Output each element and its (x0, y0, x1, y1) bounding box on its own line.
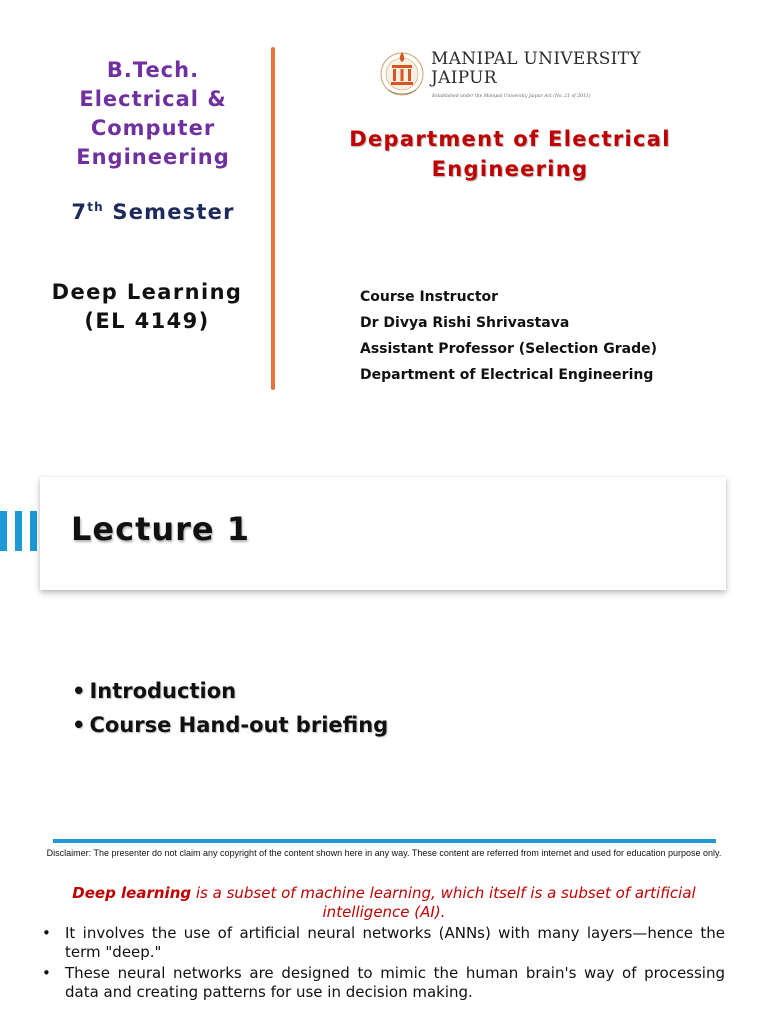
topic-text: Course Hand-out briefing (89, 713, 389, 737)
bullet-text: These neural networks are designed to mimic the human brain's way of processing data and creating patterns for use in decision making. (65, 964, 725, 1001)
department-title (322, 124, 698, 184)
semester-number: 7 (71, 200, 88, 224)
university-emblem-icon (378, 48, 426, 100)
semester-word: Semester (112, 200, 235, 224)
accent-bar (0, 511, 7, 551)
list-item (72, 708, 388, 742)
accent-bars (0, 511, 42, 551)
course-code: (EL 4149) (84, 309, 210, 333)
deep-learning-definition (40, 884, 728, 922)
topic-text: Introduction (89, 679, 237, 703)
program-line: Computer (90, 116, 216, 140)
vertical-divider (271, 47, 275, 390)
definition-text: is a subset of machine learning, which itself is a subset of artificial intelligence (AI). (191, 884, 696, 921)
accent-bar (30, 511, 37, 551)
topic-list (72, 674, 388, 742)
university-name-line1: MANIPAL UNIVERSITY (431, 49, 641, 69)
university-name-line2: JAIPUR (431, 68, 497, 88)
list-item (42, 964, 725, 1002)
program-line: Engineering (76, 145, 230, 169)
semester-suffix: th (87, 200, 104, 214)
university-tagline: Established under the Manipal University Jaipur Act (No. 21 of 2011) (432, 94, 591, 99)
header-rule (53, 839, 716, 843)
list-item (72, 674, 388, 708)
instructor-heading: Course Instructor (360, 289, 499, 305)
course-title (34, 278, 260, 336)
disclaimer-text: Disclaimer: The presenter do not claim any copyright of the content shown here in any way. These content are referred from internet and used for education purpose only. (46, 848, 722, 858)
department-title-line: Department of Electrical (349, 127, 671, 151)
program-line: B.Tech. (106, 58, 200, 82)
program-line: Electrical & (79, 87, 227, 111)
accent-bar (15, 511, 22, 551)
instructor-department: Department of Electrical Engineering (360, 367, 654, 383)
department-title-line: Engineering (431, 157, 589, 181)
bullet-text: It involves the use of artificial neural networks (ANNs) with many layers—hence the term "deep." (65, 924, 725, 961)
semester-label (44, 200, 262, 224)
instructor-info (360, 284, 657, 388)
instructor-name: Dr Divya Rishi Shrivastava (360, 315, 570, 331)
bullet-list (42, 924, 725, 1004)
lecture-title: Lecture 1 (71, 510, 251, 548)
course-name: Deep Learning (51, 280, 243, 304)
university-name (431, 50, 641, 88)
definition-term: Deep learning (72, 884, 192, 902)
instructor-designation: Assistant Professor (Selection Grade) (360, 341, 658, 357)
university-logo (378, 48, 668, 106)
program-title (44, 56, 262, 172)
list-item (42, 924, 725, 962)
